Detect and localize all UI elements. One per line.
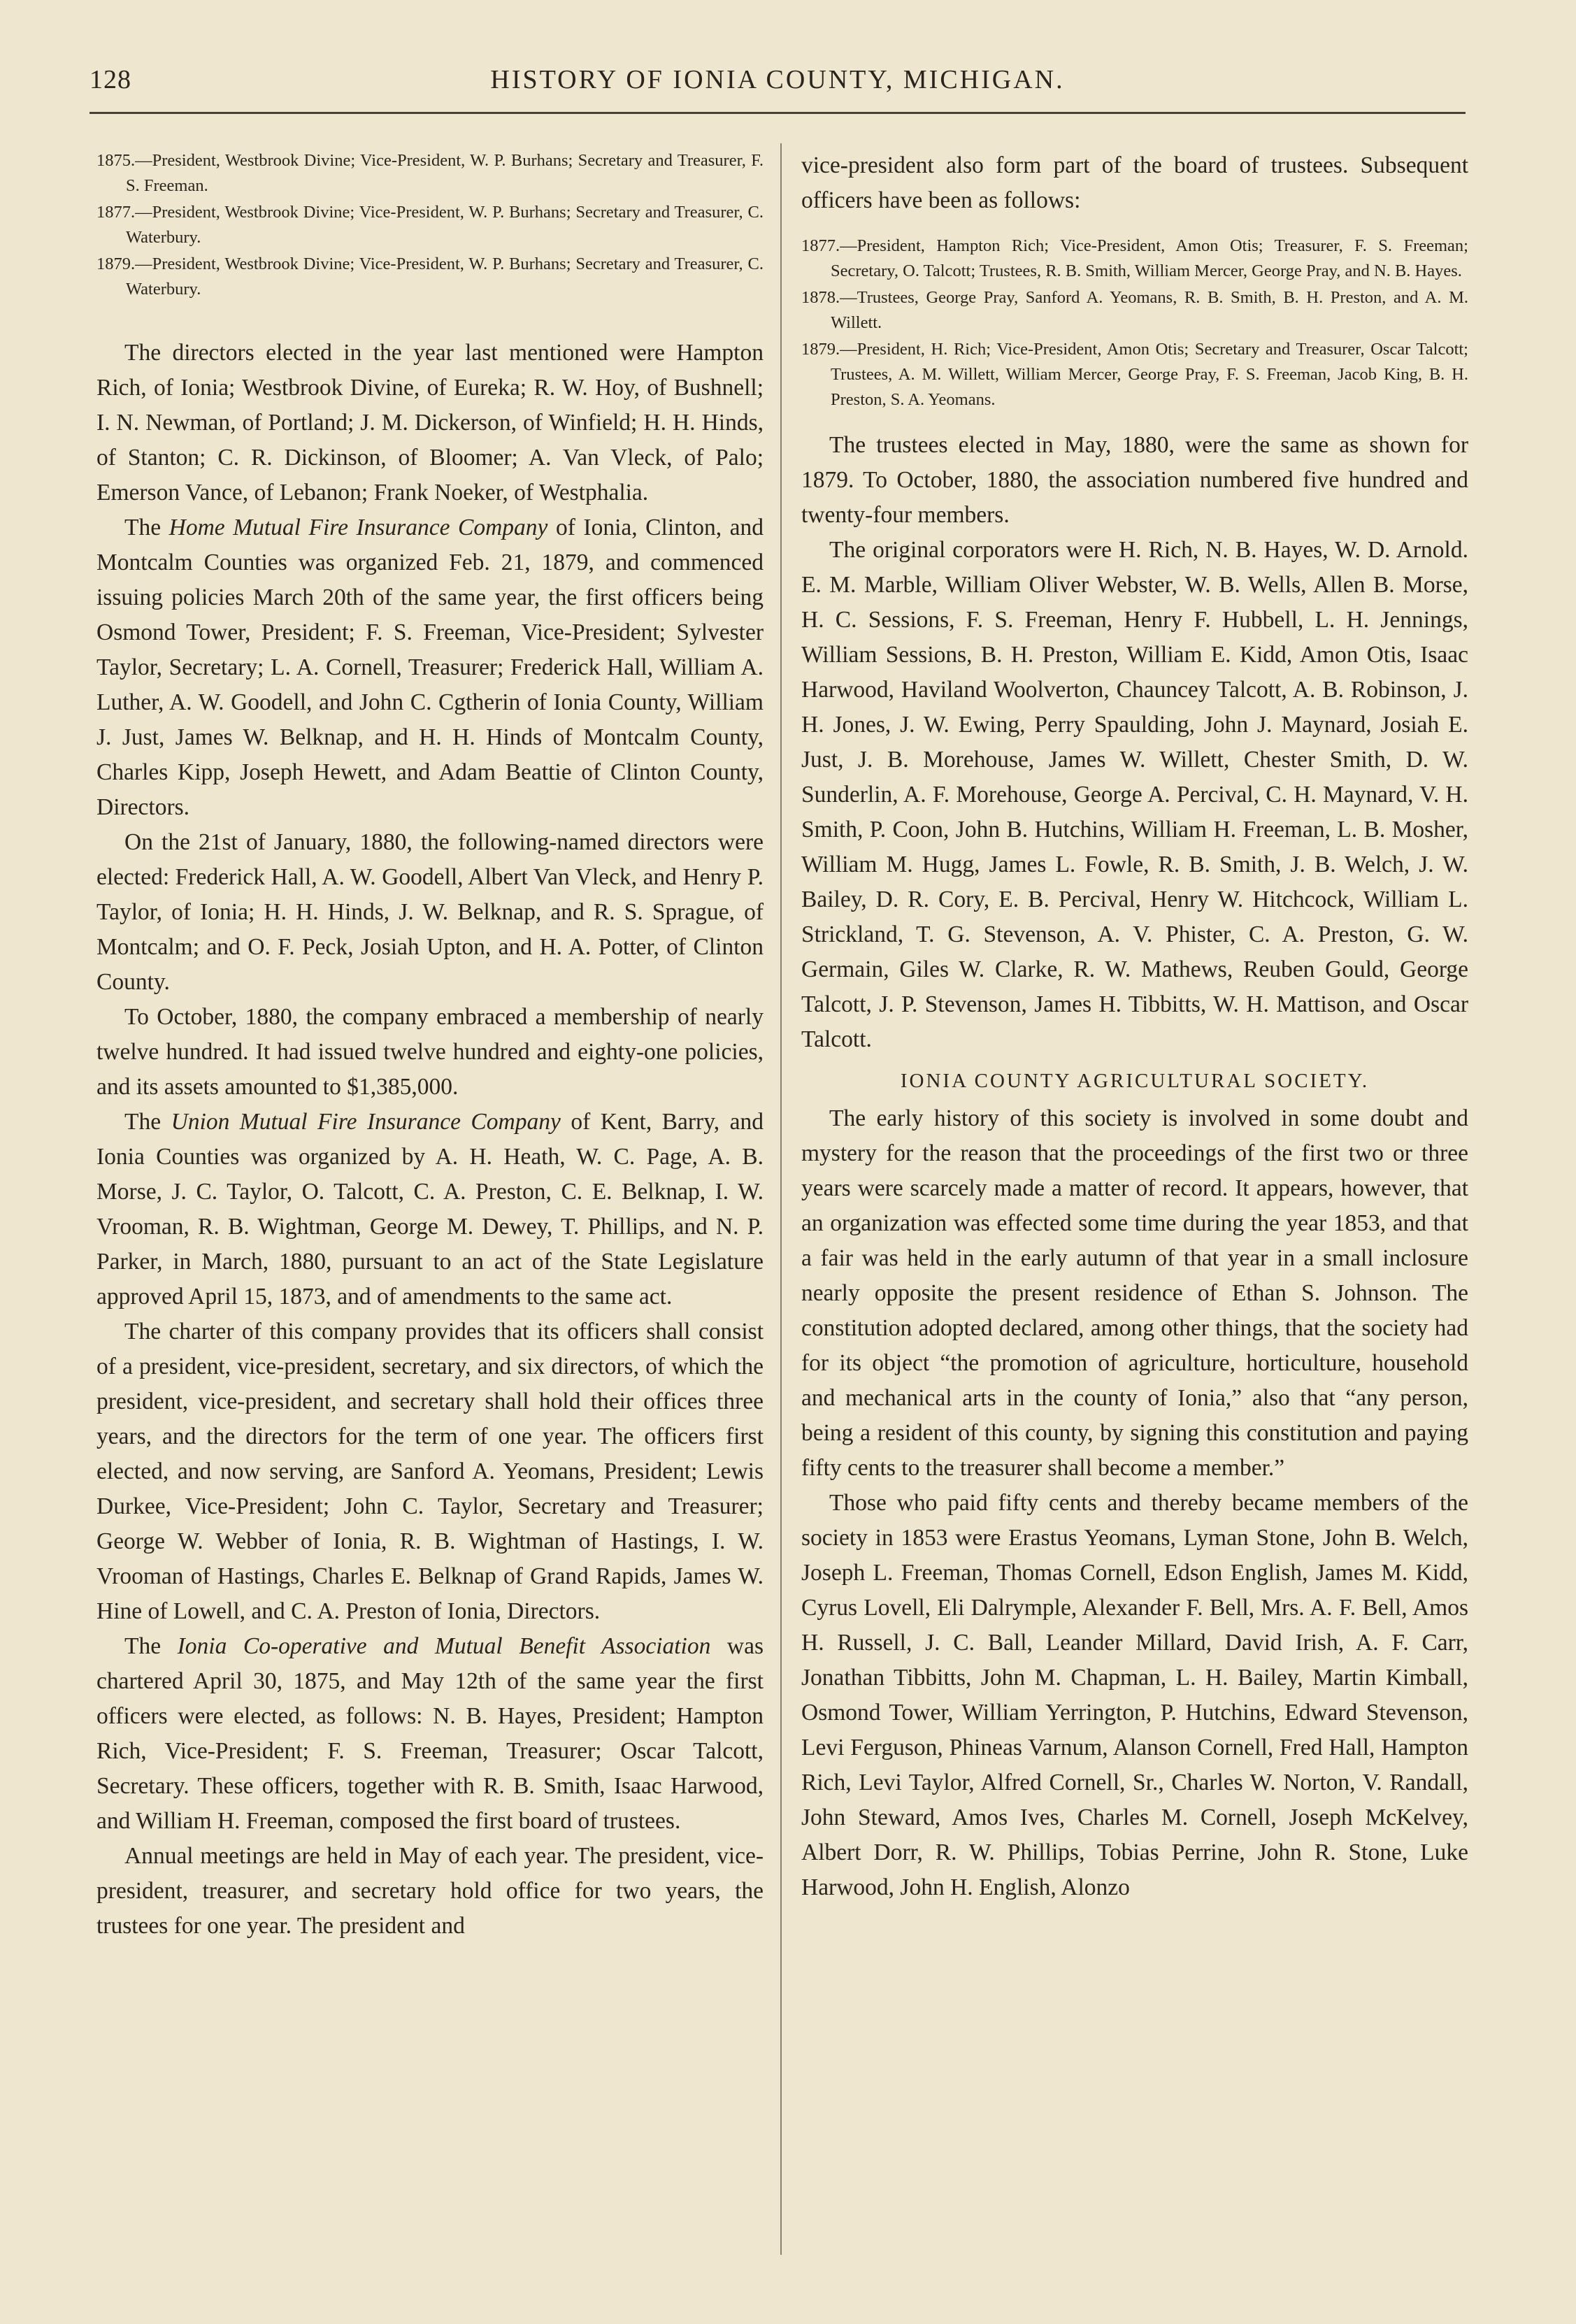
running-title: HISTORY OF IONIA COUNTY, MICHIGAN. <box>490 65 1065 94</box>
text-run: The <box>124 515 169 540</box>
company-name: Home Mutual Fire Insurance Company <box>169 515 548 540</box>
officers-entry: 1878.—Trustees, George Pray, Sanford A. Yeomans, R. B. Smith, B. H. Preston, and A. M. Willett. <box>801 288 1468 332</box>
spacer <box>801 218 1468 234</box>
officers-entry: 1879.—President, H. Rich; Vice-President, Amon Otis; Secretary and Treasurer, Oscar Talcott; Trustees, A. M. Willett, William Mercer, George Pray, F. S. Freeman, Jacob King, B. H. Preston, S. A. Yeomans. <box>801 340 1468 409</box>
paragraph-union-mutual <box>96 1105 764 1314</box>
section-heading: IONIA COUNTY AGRICULTURAL SOCIETY. <box>900 1070 1370 1092</box>
paragraph-directors: The directors elected in the year last mentioned were Hampton Rich, of Ionia; Westbrook Divine, of Eureka; R. W. Hoy, of Bushnell; I. N. Newman, of Portland; J. M. Dickerson, of Winfield; H. H. Hinds, of Stanton; C. R. Dickinson, of Bloomer; A. Van Vleck, of Palo; Emerson Vance, of Lebanon; Frank Noeker, of Westphalia. <box>96 340 764 505</box>
page-number: 128 <box>89 65 131 94</box>
paragraph-members-1853: Those who paid fifty cents and thereby became members of the society in 1853 were Erastus Yeomans, Lyman Stone, John B. Welch, Joseph L. Freeman, Thomas Cornell, Edson English, James M. Kidd, Cyrus Lovell, Eli Dalrymple, Alexander F. Bell, Mrs. A. F. Bell, Amos H. Russell, J. C. Ball, Leander Millard, David Irish, A. F. Carr, Jonathan Tibbitts, John M. Chapman, L. H. Bailey, Martin Kimball, Osmond Tower, William Yerrington, P. Hutchins, Edward Stevenson, Levi Ferguson, Phineas Varnum, Alanson Cornell, Fred Hall, Hampton Rich, Levi Taylor, Alfred Cornell, Sr., Charles W. Norton, V. Randall, John Steward, Amos Ives, Charles M. Cornell, Joseph McKelvey, Albert Dorr, R. W. Phillips, Tobias Perrine, John R. Stone, Luke Harwood, John H. English, Alonzo <box>801 1490 1468 1900</box>
association-name: Ionia Co-operative and Mutual Benefit Association <box>177 1633 711 1659</box>
paragraph-early-history: The early history of this society is involved in some doubt and mystery for the reason that the proceedings of the first two or three years were scarcely made a matter of record. It appears, however, that an organization was effected some time during the year 1853, and that a fair was held in the early autumn of that year in a small inclosure nearly opposite the present residence of Ethan S. Johnson. The constitution adopted declared, among other things, that the society had for its object “the promotion of agriculture, horticulture, household and mechanical arts in the county of Ionia,” also that “any person, being a resident of this county, by signing this constitution and paying fifty cents to the treasurer shall become a member.” <box>801 1105 1468 1481</box>
paragraph-charter: The charter of this company provides that its officers shall consist of a president, vice-president, secretary, and six directors, of which the president, vice-president, and secretary shall hold their offices three years, and the directors for the term of one year. The officers first elected, and now serving, are Sanford A. Yeomans, President; Lewis Durkee, Vice-President; John C. Taylor, Secretary and Treasurer; George W. Webber of Ionia, R. B. Wightman of Hastings, I. W. Vrooman of Hastings, Charles E. Belknap of Grand Rapids, James W. Hine of Lowell, and C. A. Preston of Ionia, Directors. <box>96 1319 764 1624</box>
text-run: The <box>124 1633 178 1659</box>
paragraph-corporators: The original corporators were H. Rich, N. B. Hayes, W. D. Arnold. E. M. Marble, William Oliver Webster, W. B. Wells, Allen B. Morse, H. C. Sessions, F. S. Freeman, Henry F. Hubbell, L. H. Jennings, William Sessions, B. H. Preston, William E. Kidd, Amon Otis, Isaac Harwood, Haviland Woolverton, Chauncey Talcott, A. B. Robinson, J. H. Jones, J. W. Ewing, Perry Spaulding, John J. Maynard, Josiah E. Just, J. B. Morehouse, James W. Willett, Chester Smith, D. W. Sunderlin, A. F. Morehouse, George A. Percival, C. H. Maynard, V. H. Smith, P. Coon, John B. Hutchins, William H. Freeman, L. B. Mosher, William M. Hugg, James L. Fowle, R. B. Smith, J. B. Welch, J. W. Bailey, D. R. Cory, E. B. Percival, Henry W. Hitchcock, William L. Strickland, T. G. Stevenson, A. V. Phister, C. A. Preston, G. W. Germain, Giles W. Clarke, R. W. Mathews, Reuben Gould, George Talcott, J. P. Stevenson, James H. Tibbitts, W. H. Mattison, and Oscar Talcott. <box>801 537 1468 1052</box>
paragraph-home-mutual <box>96 510 764 825</box>
paragraph-annual-meetings: Annual meetings are held in May of each year. The president, vice-president, treasurer, and secretary hold office for two years, the trustees for one year. The president and <box>96 1843 764 1939</box>
officers-entry: 1875.—President, Westbrook Divine; Vice-President, W. P. Burhans; Secretary and Treasurer, F. S. Freeman. <box>96 151 764 195</box>
left-column <box>96 148 764 1944</box>
officers-entry: 1879.—President, Westbrook Divine; Vice-President, W. P. Burhans; Secretary and Treasurer, C. Waterbury. <box>96 254 764 299</box>
company-name: Union Mutual Fire Insurance Company <box>171 1109 561 1135</box>
column-divider <box>780 143 782 2255</box>
text-run: of Ionia, Clinton, and Montcalm Counties was organized Feb. 21, 1879, and commenced issuing policies March 20th of the same year, the first officers being Osmond Tower, President; F. S. Freeman, Vice-President; Sylvester Taylor, Secretary; L. A. Cornell, Treasurer; Frederick Hall, William A. Luther, A. W. Goodell, and John C. Cgtherin of Ionia County, William J. Just, James W. Belknap, and H. H. Hinds of Montcalm County, Charles Kipp, Joseph Hewett, and Adam Beattie of Clinton County, Directors. <box>96 515 764 820</box>
text-run: of Kent, Barry, and Ionia Counties was organized by A. H. Heath, W. C. Page, A. B. Morse, J. C. Taylor, O. Talcott, C. A. Preston, C. E. Belknap, I. W. Vrooman, R. B. Wightman, George M. Dewey, T. Phillips, and N. P. Parker, in March, 1880, pursuant to an act of the State Legislature approved April 15, 1873, and of amendments to the same act. <box>96 1109 764 1310</box>
paragraph-trustees-1880: The trustees elected in May, 1880, were the same as shown for 1879. To October, 1880, the association numbered five hundred and twenty-four members. <box>801 432 1468 528</box>
paragraph-membership: To October, 1880, the company embraced a membership of nearly twelve hundred. It had issued twelve hundred and eighty-one policies, and its assets amounted to $1,385,000. <box>96 1004 764 1100</box>
header-rule <box>89 112 1466 114</box>
spacer <box>801 413 1468 428</box>
officers-entry: 1877.—President, Hampton Rich; Vice-President, Amon Otis; Treasurer, F. S. Freeman; Secretary, O. Talcott; Trustees, R. B. Smith, William Mercer, George Pray, and N. B. Hayes. <box>801 236 1468 280</box>
spacer <box>96 302 764 336</box>
page-header <box>89 64 1466 106</box>
paragraph-cooperative <box>96 1629 764 1839</box>
paragraph-continuation: vice-president also form part of the board of trustees. Subsequent officers have been as follows: <box>801 152 1468 213</box>
paragraph-1880-directors: On the 21st of January, 1880, the following-named directors were elected: Frederick Hall, A. W. Goodell, Albert Van Vleck, and Henry P. Taylor, of Ionia; H. H. Hinds, J. W. Belknap, and R. S. Sprague, of Montcalm; and O. F. Peck, Josiah Upton, and H. A. Potter, of Clinton County. <box>96 829 764 995</box>
text-run: The <box>124 1109 171 1135</box>
right-column <box>801 148 1468 1905</box>
text-run: was chartered April 30, 1875, and May 12th of the same year the first officers were elected, as follows: N. B. Hayes, President; Hampton Rich, Vice-President; F. S. Freeman, Treasurer; Oscar Talcott, Secretary. These officers, together with R. B. Smith, Isaac Harwood, and William H. Freeman, composed the first board of trustees. <box>96 1633 764 1834</box>
officers-entry: 1877.—President, Westbrook Divine; Vice-President, W. P. Burhans; Secretary and Treasurer, C. Waterbury. <box>96 203 764 247</box>
